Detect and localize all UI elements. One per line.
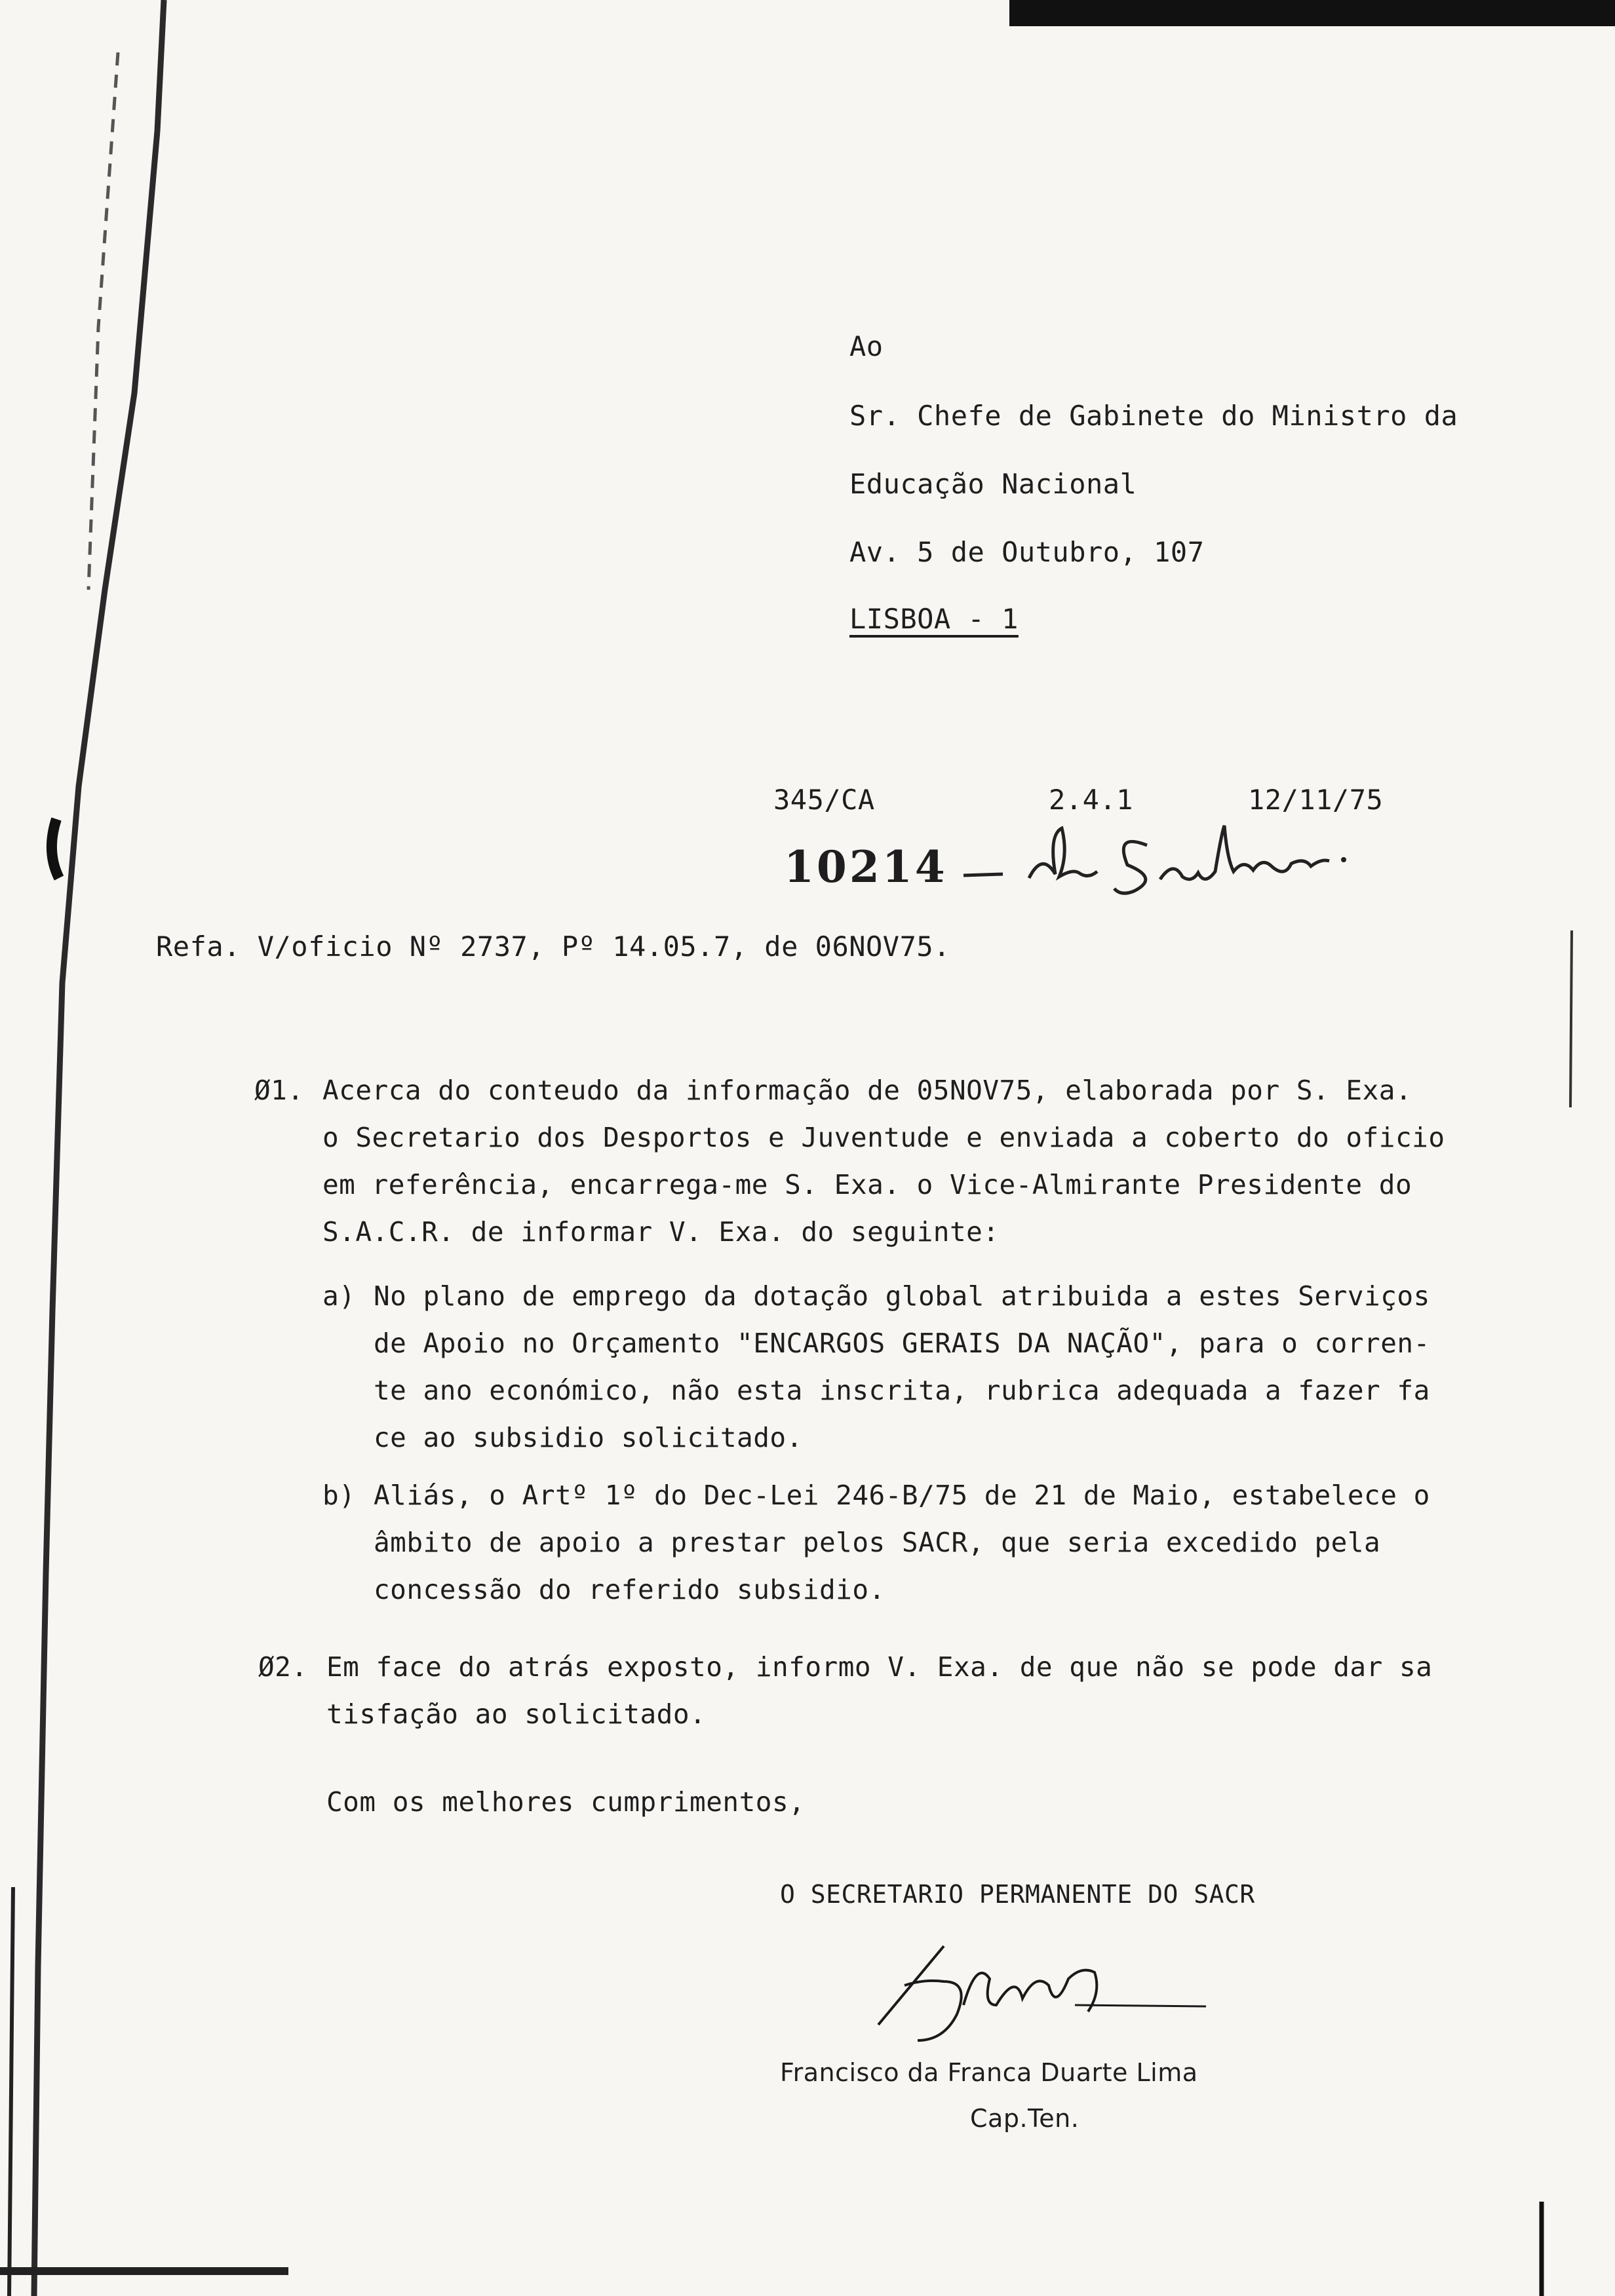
paragraph-1-line: S.A.C.R. de informar V. Exa. do seguinte: xyxy=(322,1216,1000,1248)
address-line-1: Sr. Chefe de Gabinete do Ministro da xyxy=(849,400,1458,432)
paragraph-1-marker: Ø1. xyxy=(254,1075,304,1106)
item-b-line: concessão do referido subsidio. xyxy=(374,1574,885,1605)
paragraph-1-line: o Secretario dos Desportos e Juventude e enviada a coberto do oficio xyxy=(322,1122,1445,1153)
ref-code: 2.4.1 xyxy=(1049,784,1133,816)
item-b-marker: b) xyxy=(322,1480,356,1511)
item-b-line: âmbito de apoio a prestar pelos SACR, que seria excedido pela xyxy=(374,1527,1381,1558)
salutation: Ao xyxy=(849,330,884,362)
closing: Com os melhores cumprimentos, xyxy=(326,1786,806,1818)
paragraph-2-line: tisfação ao solicitado. xyxy=(326,1698,707,1730)
paragraph-1-line: Acerca do conteudo da informação de 05NOV75, elaborada por S. Exa. xyxy=(322,1075,1412,1106)
reference-line: Refa. V/oficio Nº 2737, Pº 14.05.7, de 06NOV75. xyxy=(156,930,950,963)
handwritten-signature xyxy=(865,1933,1232,2044)
ref-number: 345/CA xyxy=(773,784,875,816)
address-line-2: Educação Nacional xyxy=(849,468,1137,500)
address-city: LISBOA - 1 xyxy=(849,603,1019,635)
left-edge-blob xyxy=(52,819,59,878)
item-a-line: te ano económico, não esta inscrita, rubrica adequada a fazer fa xyxy=(374,1375,1430,1406)
stamp-number: 10214 xyxy=(784,841,948,892)
ref-date: 12/11/75 xyxy=(1248,784,1384,816)
item-b-line: Aliás, o Artº 1º do Dec-Lei 246-B/75 de 21 de Maio, estabelece o xyxy=(374,1480,1430,1511)
handwritten-annotation xyxy=(957,819,1390,904)
bottom-edge-shadow xyxy=(0,2267,288,2275)
item-a-marker: a) xyxy=(322,1280,356,1312)
signature-rank: Cap.Ten. xyxy=(970,2104,1080,2133)
paragraph-1-line: em referência, encarrega-me S. Exa. o Vice-Almirante Presidente do xyxy=(322,1169,1412,1200)
item-a-line: No plano de emprego da dotação global atribuida a estes Serviços xyxy=(374,1280,1430,1312)
item-a-line: ce ao subsidio solicitado. xyxy=(374,1422,803,1453)
paragraph-2-marker: Ø2. xyxy=(258,1651,308,1683)
signature-name: Francisco da Franca Duarte Lima xyxy=(780,2058,1198,2087)
address-line-3: Av. 5 de Outubro, 107 xyxy=(849,536,1205,568)
item-a-line: de Apoio no Orçamento "ENCARGOS GERAIS DA NAÇÃO", para o corren- xyxy=(374,1328,1430,1359)
signature-title: O SECRETARIO PERMANENTE DO SACR xyxy=(780,1880,1255,1909)
paragraph-2-line: Em face do atrás exposto, informo V. Exa. de que não se pode dar sa xyxy=(326,1651,1433,1683)
top-edge-shadow xyxy=(1009,0,1615,26)
